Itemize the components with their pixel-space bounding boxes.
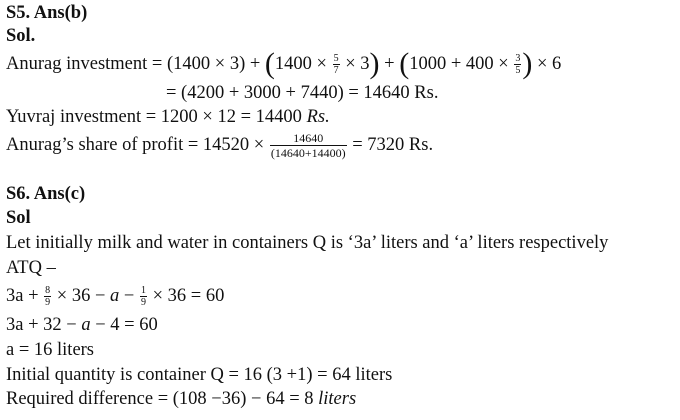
eq2-a: 3a + 32 −	[6, 315, 82, 335]
frac-den: (14640+14400)	[270, 146, 346, 160]
frac-den: 9	[45, 297, 51, 309]
s5-share-line	[6, 131, 433, 160]
fraction-1-9	[140, 285, 147, 308]
frac-den: 7	[333, 65, 339, 77]
s6-eq2	[6, 314, 158, 336]
frac-den: 5	[515, 65, 521, 77]
frac-num: 1	[140, 285, 146, 297]
anurag-eq-part3: × 3	[340, 54, 370, 74]
eq2-b: − 4 = 60	[90, 315, 158, 335]
eq5-unit: liters	[318, 389, 357, 409]
eq1-d: × 36 = 60	[147, 286, 225, 306]
yuvraj-unit: Rs.	[306, 107, 330, 127]
s6-heading: S6. Ans(c)	[6, 184, 86, 204]
s5-yuvraj-line	[6, 106, 330, 128]
frac-num: 3	[515, 53, 521, 65]
share-result: = 7320 Rs.	[347, 134, 434, 155]
s6-line1: Let initially milk and water in containers Q is ‘3a’ liters and ‘a’ liters respectively	[6, 233, 609, 253]
share-fraction	[270, 131, 347, 160]
yuvraj-text: Yuvraj investment = 1200 × 12 = 14400	[6, 107, 307, 127]
frac-num: 5	[333, 53, 339, 65]
s5-anurag-line2: = (4200 + 3000 + 7440) = 14640 Rs.	[166, 83, 439, 103]
s5-heading: S5. Ans(b)	[6, 3, 88, 23]
eq1-c: −	[119, 286, 139, 306]
s6-eq3: a = 16 liters	[6, 340, 95, 360]
s6-eq5	[6, 388, 356, 410]
s5-sol-label: Sol.	[6, 26, 36, 46]
fraction-5-7	[333, 53, 340, 76]
eq1-b: × 36 −	[52, 286, 111, 306]
anurag-eq-part6: × 6	[532, 54, 562, 74]
anurag-eq-part2: 1400 ×	[274, 54, 332, 74]
s6-eq4: Initial quantity is container Q = 16 (3 +1) = 64 liters	[6, 365, 393, 385]
s5-anurag-investment-line	[6, 47, 562, 80]
fraction-8-9	[44, 285, 51, 308]
open-paren: (	[264, 47, 275, 80]
fraction-3-5	[514, 53, 521, 76]
frac-num: 14640	[293, 131, 324, 145]
s6-eq1	[6, 285, 224, 308]
eq1-var: a	[110, 286, 120, 306]
share-text: Anurag’s share of profit = 14520 ×	[6, 134, 269, 155]
eq5-a: Required difference = (108 −36) − 64 = 8	[6, 389, 319, 409]
close-paren: )	[369, 47, 380, 80]
close-paren-2: )	[522, 47, 533, 80]
anurag-eq-part5: 1000 + 400 ×	[409, 54, 514, 74]
eq1-a: 3a +	[6, 286, 44, 306]
frac-num: 8	[45, 285, 51, 297]
eq2-var: a	[81, 315, 91, 335]
anurag-eq-part1: Anurag investment = (1400 × 3) +	[6, 54, 265, 74]
s6-atq: ATQ –	[6, 258, 56, 278]
frac-den: 9	[140, 297, 146, 309]
s6-sol-label: Sol	[6, 208, 31, 228]
anurag-eq-part4: +	[379, 54, 400, 74]
open-paren-2: (	[399, 47, 410, 80]
